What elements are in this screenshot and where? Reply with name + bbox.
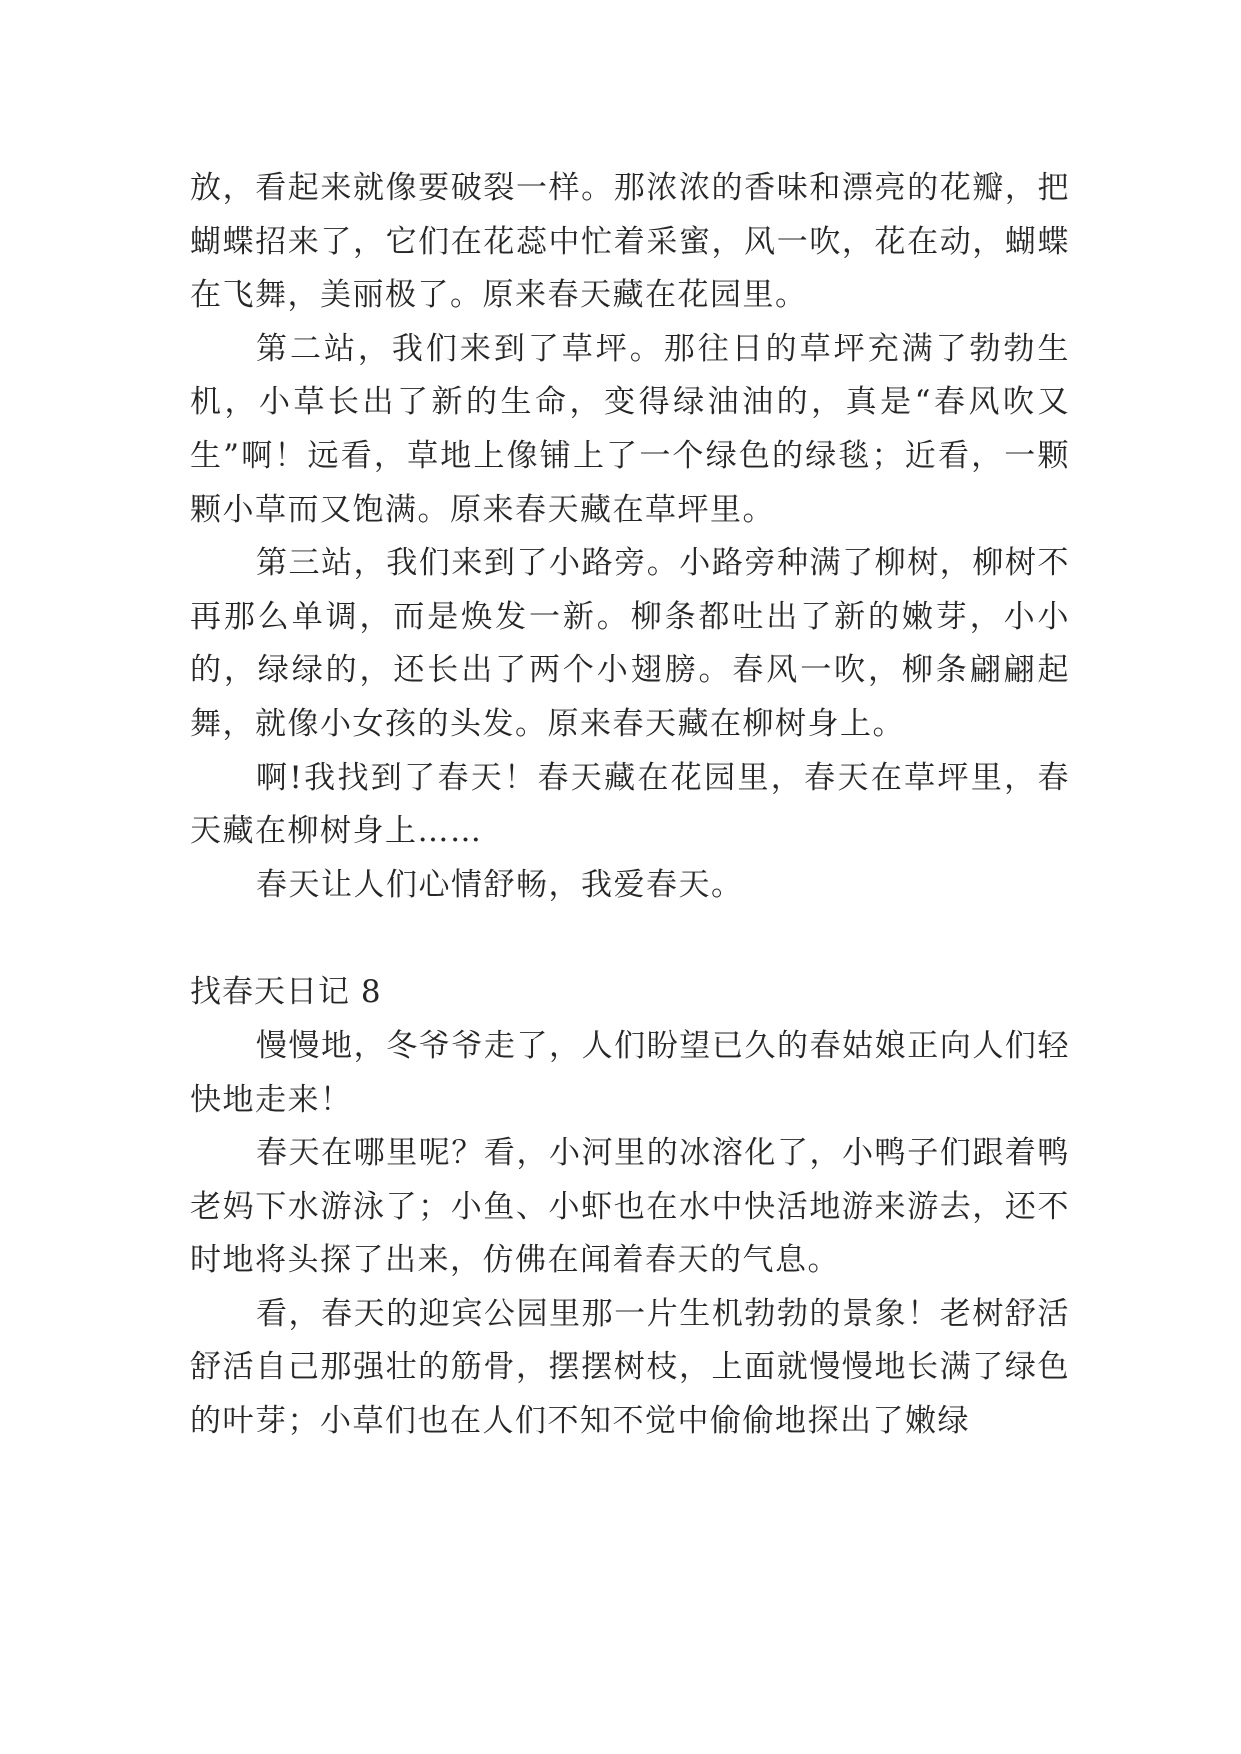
paragraph-winter-leaves: 慢慢地，冬爷爷走了，人们盼望已久的春姑娘正向人们轻快地走来！ [190, 1027, 1070, 1118]
document-body [190, 162, 1070, 1449]
paragraph-found-spring: 啊!我找到了春天！春天藏在花园里，春天在草坪里，春天藏在柳树身上…… [190, 759, 1070, 850]
paragraph-garden: 放，看起来就像要破裂一样。那浓浓的香味和漂亮的花瓣，把蝴蝶招来了，它们在花蕊中忙着采蜜，风一吹，花在动，蝴蝶在飞舞，美丽极了。原来春天藏在花园里。 [190, 170, 1070, 314]
paragraph-river: 春天在哪里呢？看，小河里的冰溶化了，小鸭子们跟着鸭老妈下水游泳了；小鱼、小虾也在水中快活地游来游去，还不时地将头探了出来，仿佛在闻着春天的气息。 [190, 1135, 1070, 1279]
paragraph-park: 看，春天的迎宾公园里那一片生机勃勃的景象！老树舒活舒活自己那强壮的筋骨，摆摆树枝，上面就慢慢地长满了绿色的叶芽；小草们也在人们不知不觉中偷偷地探出了嫩绿 [190, 1295, 1070, 1440]
paragraph-roadside: 第三站，我们来到了小路旁。小路旁种满了柳树，柳树不再那么单调，而是焕发一新。柳条都吐出了新的嫩芽，小小的，绿绿的，还长出了两个小翅膀。春风一吹，柳条翩翩起舞，就像小女孩的头发。原来春天藏在柳树身上。 [190, 545, 1070, 742]
paragraph-love-spring: 春天让人们心情舒畅，我爱春天。 [256, 866, 744, 903]
paragraph-lawn: 第二站，我们来到了草坪。那往日的草坪充满了勃勃生机，小草长出了新的生命，变得绿油油的，真是“春风吹又生”啊！远看，草地上像铺上了一个绿色的绿毯；近看，一颗颗小草而又饱满。原来春天藏在草坪里。 [190, 330, 1070, 528]
section-title: 找春天日记 8 [190, 974, 382, 1011]
